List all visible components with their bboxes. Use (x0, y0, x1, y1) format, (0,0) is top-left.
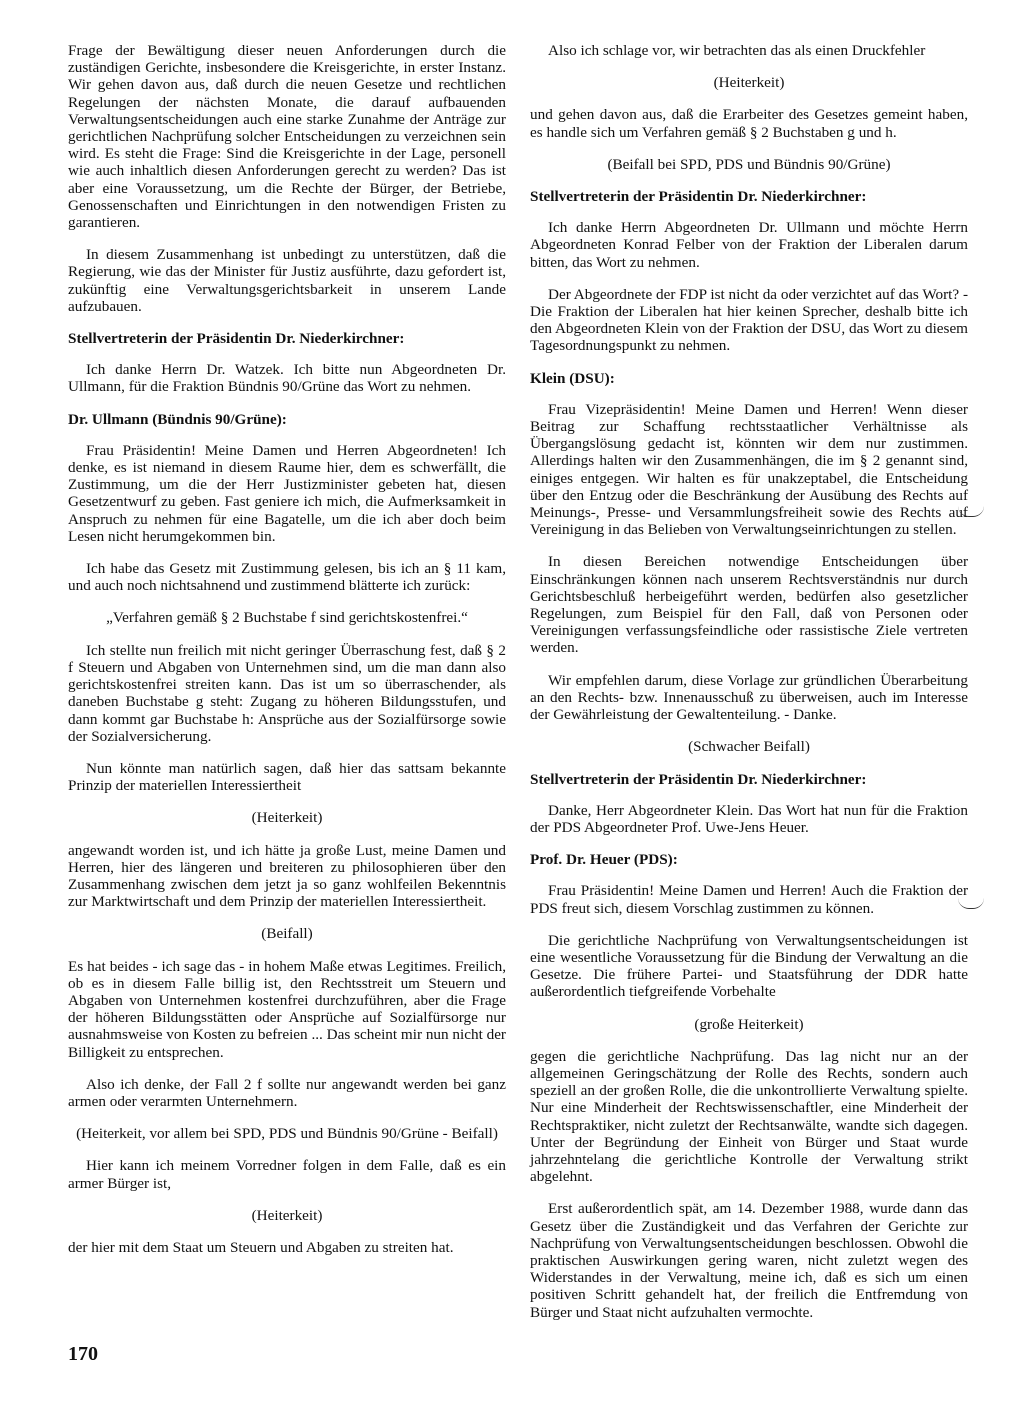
paragraph: gegen die gerichtliche Nachprüfung. Das lag nicht nur an der allgemeinen Geringschätzung der Rolle des Rechts, sondern auch speziell an der großen Rolle, die die unkontrollierte Verwaltung spielte. Nur eine Minderheit der Rechtswissenschaftler, eine Minderheit der Rechtspraktiker, nicht zuletzt der Rechtsanwälte, wandte sich dagegen. Unter der Begründung der Einheit von Bürger und Staat wurde jahrzehntelang die gerichtliche Kontrolle der Verwaltung strikt abgelehnt. (530, 1047, 968, 1186)
paragraph: angewandt worden ist, und ich hätte ja große Lust, meine Damen und Herren, hier des längeren und breiteren zu philosophieren über den Zusammenhang zwischen dem jetzt ja so ganz wohlfeilen Bekenntnis zur Marktwirtschaft und dem Prinzip der materiellen Interessiertheit. (68, 841, 506, 911)
paragraph: Ich habe das Gesetz mit Zustimmung gelesen, bis ich an § 11 kam, und auch noch nichtsahnend und zustimmend blätterte ich zurück: (68, 560, 506, 595)
paragraph: Also ich denke, der Fall 2 f sollte nur angewandt werden bei ganz armen oder verarmten Unternehmern. (68, 1075, 506, 1110)
left-column (68, 42, 506, 1271)
paragraph: Ich stellte nun freilich mit nicht geringer Überraschung fest, daß § 2 f Steuern und Abgaben von Unternehmen sind, um die man dann also gerichtskostenfrei streiten kann. Das ist um so überraschender, als daneben Buchstabe g steht: Zugang zu höheren Bildungsstufen, und dann kommt gar Buchstabe h: Ansprüche aus der Sozialfürsorge sowie der Sozialversicherung. (68, 641, 506, 745)
paragraph: und gehen davon aus, daß die Erarbeiter des Gesetzes gemeint haben, es handle sich um Verfahren gemäß § 2 Buchstaben g und h. (530, 106, 968, 141)
speaker-heading: Klein (DSU): (530, 369, 615, 387)
interjection: (Beifall) (261, 925, 313, 943)
paragraph: Danke, Herr Abgeordneter Klein. Das Wort hat nun für die Fraktion der PDS Abgeordneter Prof. Uwe-Jens Heuer. (530, 801, 968, 836)
speaker-heading: Stellvertreterin der Präsidentin Dr. Niederkirchner: (530, 188, 867, 206)
paragraph: Wir empfehlen darum, diese Vorlage zur gründlichen Überarbeitung an den Rechts- bzw. Innenausschuß zu überweisen, auch im Interesse der Gewährleistung der Gewaltenteilung. - Danke. (530, 671, 968, 724)
interjection: (Beifall bei SPD, PDS und Bündnis 90/Grüne) (607, 155, 891, 173)
page-number: 170 (68, 1343, 98, 1365)
right-column (530, 42, 968, 1336)
interjection: (Schwacher Beifall) (688, 738, 810, 756)
quotation: „Verfahren gemäß § 2 Buchstabe f sind gerichtskostenfrei.“ (106, 609, 468, 627)
interjection: (Heiterkeit) (713, 74, 785, 92)
speaker-heading: Stellvertreterin der Präsidentin Dr. Niederkirchner: (530, 770, 867, 788)
paragraph: der hier mit dem Staat um Steuern und Abgaben zu streiten hat. (68, 1238, 454, 1256)
paragraph: Ich danke Herrn Abgeordneten Dr. Ullmann und möchte Herrn Abgeordneten Konrad Felber von der Fraktion der Liberalen darum bitten, das Wort zu nehmen. (530, 219, 968, 271)
paragraph: Frau Präsidentin! Meine Damen und Herren! Auch die Fraktion der PDS freut sich, diesem Vorschlag zustimmen zu können. (530, 882, 968, 917)
paragraph: Der Abgeordnete der FDP ist nicht da oder verzichtet auf das Wort? - Die Fraktion der Liberalen hat hier keinen Sprecher, deshalb bitte ich den Abgeordneten Klein von der Fraktion der DSU, das Wort zu diesem Tagesordnungspunkt zu nehmen. (530, 285, 968, 355)
paragraph: Es hat beides - ich sage das - in hohem Maße etwas Legitimes. Freilich, ob es in diesem Falle billig ist, den Rechtsstreit um Steuern und Abgaben von Unternehmen kostenfrei durchzuführen, aber die Frage der höheren Bildungsstätten oder Ansprüche auf Sozialfürsorge nur ausnahmsweise von Kosten zu befreien ... Das scheint mir nun nicht der Billigkeit zu entsprechen. (68, 957, 506, 1061)
speaker-heading: Dr. Ullmann (Bündnis 90/Grüne): (68, 410, 287, 428)
interjection: (Heiterkeit) (251, 1206, 323, 1224)
paragraph: Die gerichtliche Nachprüfung von Verwaltungsentscheidungen ist eine wesentliche Voraussetzung für die Bindung der Verwaltung an die Gesetze. Die frühere Partei- und Staatsführung der DDR hatte außerordentlich tiefgreifende Vorbehalte (530, 931, 968, 1001)
interjection: (große Heiterkeit) (694, 1015, 804, 1033)
paragraph: Frau Präsidentin! Meine Damen und Herren Abgeordneten! Ich denke, es ist niemand in diesem Raume hier, dem es schwerfällt, die Zustimmung, um die der Herr Justizminister gebeten hat, diesen Gesetzentwurf zu geben. Fast geniere ich mich, die Aufmerksamkeit in Anspruch zu nehmen für eine Bagatelle, um die ich aber doch beim Lesen nicht herumgekommen bin. (68, 441, 506, 545)
paragraph: In diesem Zusammenhang ist unbedingt zu unterstützen, daß die Regierung, wie das der Minister für Justiz ausführte, dazu gefordert ist, zukünftig eine Verwaltungsgerichtsbarkeit in unserem Lande aufzubauen. (68, 246, 506, 315)
paragraph: Hier kann ich meinem Vorredner folgen in dem Falle, daß es ein armer Bürger ist, (68, 1157, 506, 1192)
paragraph: Erst außerordentlich spät, am 14. Dezember 1988, wurde dann das Gesetz über die Zuständigkeit und das Verfahren der Gerichte zur Nachprüfung von Verwaltungsentscheidungen beschlossen. Obwohl die praktischen Auswirkungen gering waren, nicht zuletzt wegen des Widerstandes in der Verwaltung, meine ich, daß es sich um einen positiven Schritt gehandelt hat, der freilich die Entfremdung von Bürger und Staat nicht aufzuhalten vermochte. (530, 1200, 968, 1321)
paragraph: Nun könnte man natürlich sagen, daß hier das sattsam bekannte Prinzip der materiellen Interessiertheit (68, 759, 506, 795)
paragraph: Frau Vizepräsidentin! Meine Damen und Herren! Wenn dieser Beitrag zur Schaffung rechtsstaatlicher Verhältnisse als Übergangslösung gedacht ist, könnten wir dem nur zustimmen. Allerdings halten wir den Zusammenhängen, die im § 2 genannt sind, einiges entgegen. Wir halten es für unakzeptabel, die Entscheidung über den Entzug oder die Beschränkung der Ausübung des Rechts auf Meinungs-, Presse- und Versammlungsfreiheit sowie des Rechts auf Vereinigung in das Belieben von Verwaltungseinrichtungen zu stellen. (530, 400, 968, 539)
paragraph: Frage der Bewältigung dieser neuen Anforderungen durch die zuständigen Gerichte, insbesondere die Kreisgerichte, in erster Instanz. Wir gehen davon aus, daß durch die neuen Gesetze und rechtlichen Regelungen der nächsten Monate, die darauf aufbauenden Verwaltungsentscheidungen auch eine starke Zunahme der Anträge zur gerichtlichen Nachprüfung solcher Entscheidungen zu verzeichnen sein wird. Es steht die Frage: Sind die Kreisgerichte in der Lage, personell wie auch inhaltlich diesen Anforderungen gerecht zu werden? Das ist aber eine Voraussetzung, um die Rechte der Bürger, der Betriebe, Genossenschaften und Einrichtungen in den notwendigen Fristen zu garantieren. (68, 42, 506, 232)
paragraph: Also ich schlage vor, wir betrachten das als einen Druckfehler (548, 42, 926, 59)
speaker-heading: Prof. Dr. Heuer (PDS): (530, 851, 678, 869)
paragraph: Ich danke Herrn Dr. Watzek. Ich bitte nun Abgeordneten Dr. Ullmann, für die Fraktion Bündnis 90/Grüne das Wort zu nehmen. (68, 361, 506, 396)
speaker-heading: Stellvertreterin der Präsidentin Dr. Niederkirchner: (68, 330, 405, 348)
interjection: (Heiterkeit) (251, 809, 323, 827)
paragraph: In diesen Bereichen notwendige Entscheidungen über Einschränkungen können nach unserem Rechtsverständnis nur durch Gerichtsbeschluß herbeigeführt werden, bedürfen also gesetzlicher Regelungen, zum Beispiel für den Fall, daß von Personen oder Vereinigungen verfassungsfeindliche oder rassistische Ziele vertreten werden. (530, 553, 968, 657)
interjection: (Heiterkeit, vor allem bei SPD, PDS und Bündnis 90/Grüne - Beifall) (76, 1125, 498, 1143)
